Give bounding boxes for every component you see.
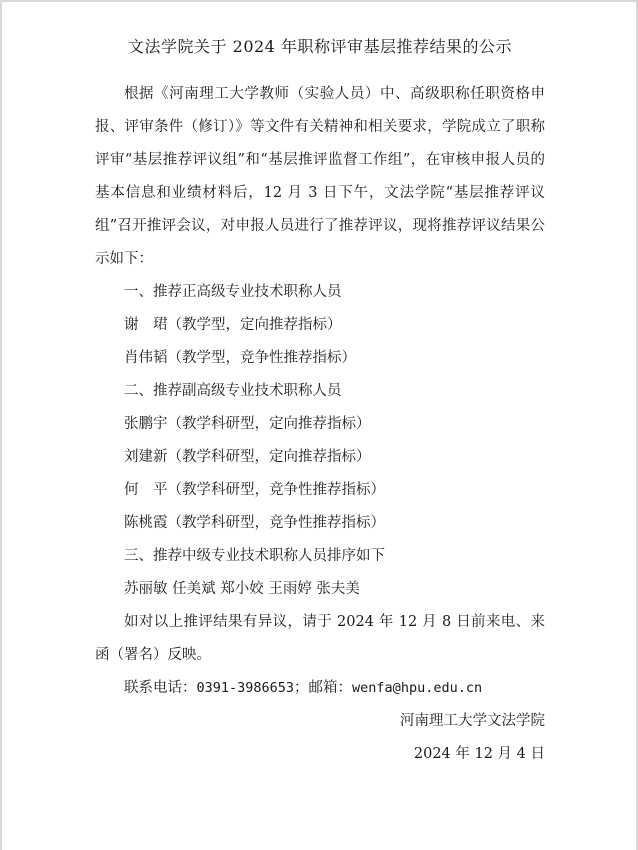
objection-paragraph: 如对以上推评结果有异议，请于 2024 年 12 月 8 日前来电、来函（署名）反映。 [95, 614, 545, 663]
section3-heading: 三、推荐中级专业技术职称人员排序如下 [124, 548, 385, 564]
page-border-top [0, 0, 638, 2]
section3-people: 苏丽敏 任美斌 郑小姣 王雨婷 张夫美 [124, 581, 360, 597]
section1-heading: 一、推荐正高级专业技术职称人员 [124, 284, 342, 300]
section2-person: 刘建新（教学科研型，定向推荐指标） [124, 449, 371, 465]
section2-person: 张鹏宇（教学科研型，定向推荐指标） [124, 416, 371, 432]
contact-email: wenfa@hpu.edu.cn [352, 680, 483, 696]
section2-heading: 二、推荐副高级专业技术职称人员 [124, 383, 342, 399]
section2-person: 何 平（教学科研型，竞争性推荐指标） [124, 482, 385, 498]
section1-person: 谢 珺（教学型，定向推荐指标） [124, 317, 342, 333]
contact-phone: 0391-3986653 [196, 680, 295, 696]
document-title: 文法学院关于 2024 年职称评审基层推荐结果的公示 [128, 37, 512, 56]
contact-line [95, 672, 545, 705]
page-border-left [0, 0, 2, 850]
signature-org: 河南理工大学文法学院 [400, 713, 545, 729]
intro-paragraph: 根据《河南理工大学教师（实验人员）中、高级职称任职资格申报、评审条件（修订）》等文件有关精神和相关要求，学院成立了职称评审“基层推荐评议组”和“基层推评监督工作组”，在审核申报人员的基本信息和业绩材料后，12 月 3 日下午，文法学院“基层推荐评议组”召开推评会议，对申报人员进行了推荐评议，现将推荐评议结果公示如下： [95, 86, 545, 267]
signature-date: 2024 年 12 月 4 日 [413, 746, 545, 762]
section1-person: 肖伟韬（教学型，竞争性推荐指标） [124, 350, 356, 366]
contact-phone-label: 联系电话： [124, 680, 197, 696]
contact-email-label: ；邮箱： [294, 680, 353, 696]
document-page [95, 30, 545, 771]
section2-person: 陈桃霞（教学科研型，竞争性推荐指标） [124, 515, 385, 531]
